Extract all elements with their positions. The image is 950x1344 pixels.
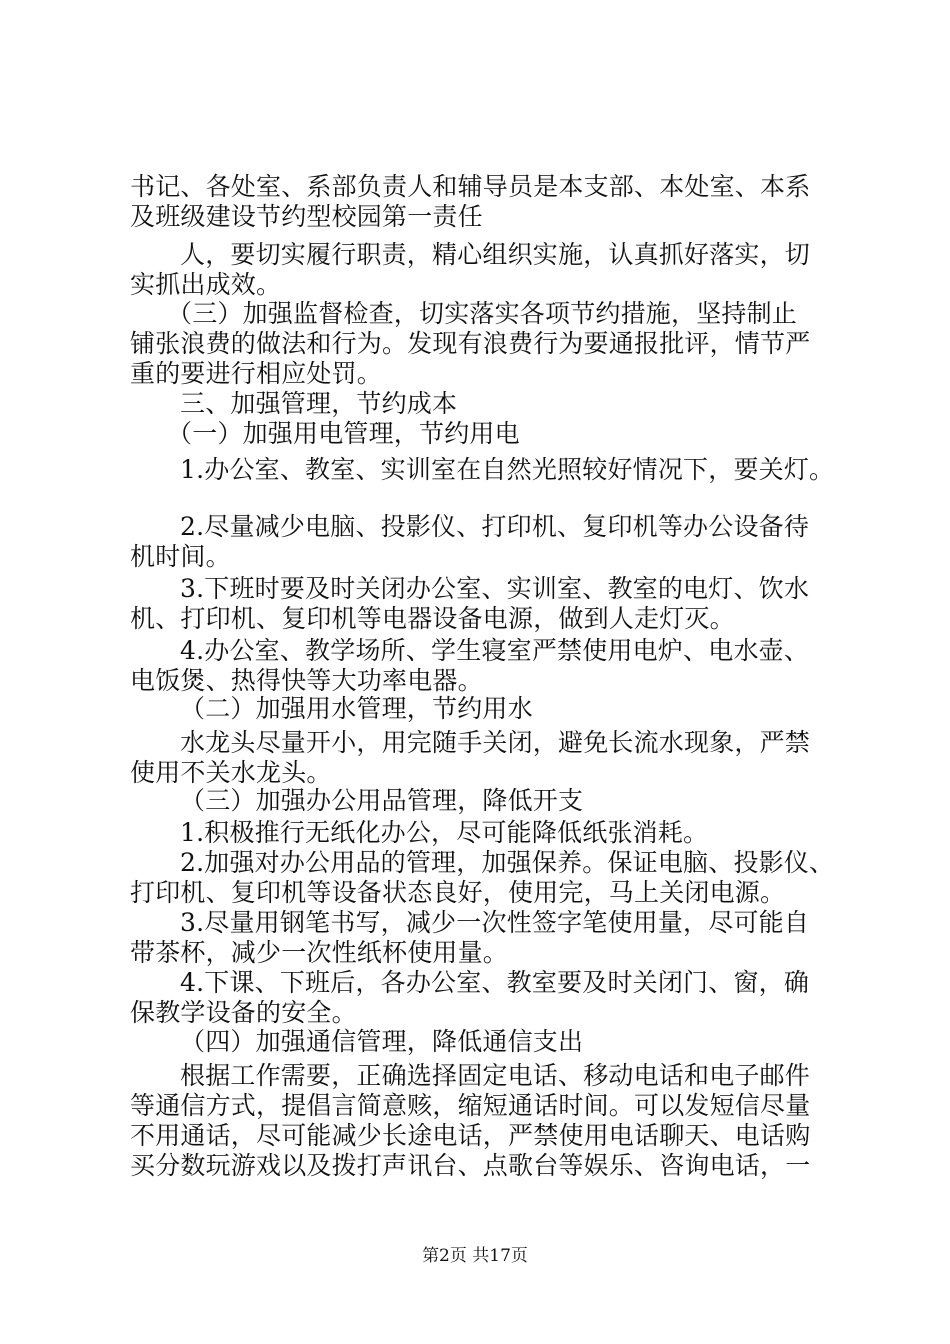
text-line: 带茶杯，减少一次性纸杯使用量。	[130, 938, 509, 967]
text-line: 2.尽量减少电脑、投影仪、打印机、复印机等办公设备待	[180, 512, 810, 541]
text-line: （三）加强监督检查，切实落实各项节约措施，坚持制止	[167, 299, 798, 328]
subsection-heading: （二）加强用水管理，节约用水	[180, 694, 533, 723]
subsection-heading: （四）加强通信管理，降低通信支出	[180, 1027, 584, 1056]
text-line: 电饭煲、热得快等大功率电器。	[130, 666, 483, 695]
page-number: 第2页 共17页	[422, 1246, 528, 1266]
text-line: 人，要切实履行职责，精心组织实施，认真抓好落实，切	[180, 240, 811, 269]
text-line: 及班级建设节约型校园第一责任	[130, 202, 483, 231]
text-line: 铺张浪费的做法和行为。发现有浪费行为要通报批评，情节严	[130, 329, 811, 358]
text-line: 等通信方式，提倡言简意赅，缩短通话时间。可以发短信尽量	[130, 1091, 811, 1120]
text-line: 机时间。	[130, 542, 231, 571]
text-line: 打印机、复印机等设备状态良好，使用完，马上关闭电源。	[130, 878, 786, 907]
text-line: 重的要进行相应处罚。	[130, 359, 383, 388]
text-line: 保教学设备的安全。	[130, 998, 357, 1027]
text-line: 3.下班时要及时关闭办公室、实训室、教室的电灯、饮水	[180, 574, 810, 603]
text-line: 1.积极推行无纸化办公，尽可能降低纸张消耗。	[180, 818, 709, 847]
text-line: 水龙头尽量开小，用完随手关闭，避免长流水现象，严禁	[180, 728, 811, 757]
subsection-heading: （一）加强用电管理，节约用电	[167, 419, 520, 448]
subsection-heading: （三）加强办公用品管理，降低开支	[180, 786, 584, 815]
text-line: 1.办公室、教室、实训室在自然光照较好情况下，要关灯。	[180, 455, 835, 484]
text-line: 使用不关水龙头。	[130, 758, 332, 787]
text-line: 4.办公室、教学场所、学生寝室严禁使用电炉、电水壶、	[180, 636, 810, 665]
text-line: 4.下课、下班后，各办公室、教室要及时关闭门、窗，确	[180, 968, 810, 997]
text-line: 2.加强对办公用品的管理，加强保养。保证电脑、投影仪、	[180, 848, 835, 877]
text-line: 根据工作需要，正确选择固定电话、移动电话和电子邮件	[180, 1061, 811, 1090]
section-heading: 三、加强管理，节约成本	[180, 389, 458, 418]
text-line: 机、打印机、复印机等电器设备电源，做到人走灯灭。	[130, 604, 735, 633]
text-line: 不用通话，尽可能减少长途电话，严禁使用电话聊天、电话购	[130, 1121, 811, 1150]
text-line: 买分数玩游戏以及拨打声讯台、点歌台等娱乐、咨询电话，一	[130, 1151, 811, 1180]
text-line: 实抓出成效。	[130, 270, 282, 299]
text-line: 书记、各处室、系部负责人和辅导员是本支部、本处室、本系	[130, 172, 811, 201]
text-line: 3.尽量用钢笔书写，减少一次性签字笔使用量，尽可能自	[180, 908, 810, 937]
